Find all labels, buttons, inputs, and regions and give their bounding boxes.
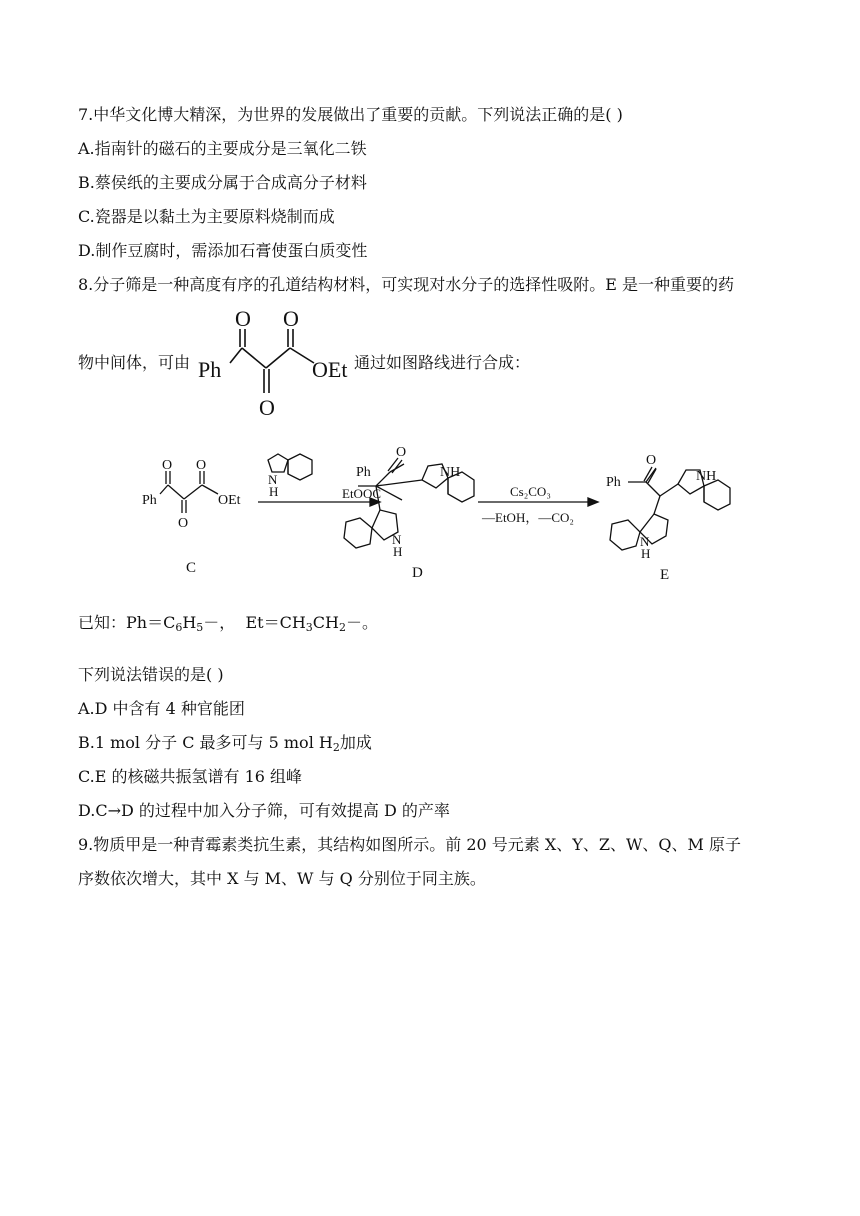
compound-c-label: C [186,560,197,576]
c-o-label-3: O [196,458,207,473]
d-o-label: O [396,445,407,460]
d-nh-label: NH [440,465,461,480]
q8-option-a: A.D 中含有 4 种官能团 [78,699,245,718]
e-nh-label: NH [696,469,717,484]
inline-o-label-2: O [259,395,275,420]
q7-option-a: A.指南针的磁石的主要成分是三氧化二铁 [78,139,367,158]
reagent-n-label: N [268,472,278,487]
inline-structure-diagram [196,305,356,420]
compound-e-label: E [660,567,670,583]
d-ph-label: Ph [356,465,371,480]
reagent-bottom-label: —EtOH，—CO₂ [482,510,574,525]
d-etooc-label: EtOOC [342,486,381,501]
e-ph-label: Ph [606,475,621,490]
q8-question: 下列说法错误的是( ) [78,665,224,684]
c-o-label-1: O [162,458,173,473]
c-o-label-2: O [178,516,189,531]
q8-stem-line2b: 通过如图路线进行合成： [354,353,531,372]
e-h-label: H [641,546,651,561]
c-ph-label: Ph [142,493,157,508]
q8-option-c: C.E 的核磁共振氢谱有 16 组峰 [78,767,303,786]
d-n-label: N [392,532,402,547]
inline-ph-label: Ph [198,357,222,382]
reagent-top-label: Cs₂CO₃ [510,484,551,499]
inline-oet-label: OEt [312,357,348,382]
q8-stem-line1: 8.分子筛是一种高度有序的孔道结构材料，可实现对水分子的选择性吸附。E 是一种重要的药 [78,275,735,294]
q8-option-b: B.1 mol 分子 C 最多可与 5 mol $H_2$加成 [78,733,372,754]
d-h-label: H [393,544,403,559]
c-oet-label: OEt [218,493,241,508]
q7-option-c: C.瓷器是以黏土为主要原料烧制而成 [78,207,335,226]
reaction-scheme-diagram [140,440,740,590]
q8-option-d: D.C→D 的过程中加入分子筛，可有效提高 D 的产率 [78,801,450,820]
inline-o-label-3: O [283,306,299,331]
e-o-label: O [646,453,657,468]
compound-d-label: D [412,565,423,581]
q7-option-d: D.制作豆腐时，需添加石膏使蛋白质变性 [78,241,368,260]
q7-option-b: B.蔡侯纸的主要成分属于合成高分子材料 [78,173,367,192]
q9-line1: 9.物质甲是一种青霉素类抗生素，其结构如图所示。前 20 号元素 X、Y、Z、W、Q、M 原子 [78,835,741,854]
reagent-h-label: H [269,484,279,499]
inline-o-label-1: O [235,306,251,331]
q9-line2: 序数依次增大，其中 X 与 M、W 与 Q 分别位于同主族。 [78,869,486,888]
q7-stem: 7.中华文化博大精深，为世界的发展做出了重要的贡献。下列说法正确的是( ) [78,105,623,124]
known-definitions: 已知：$Ph=C_6H_5-$， $Et=CH_3CH_2-$。 [78,613,379,634]
e-n-label: N [640,534,650,549]
q8-stem-line2a: 物中间体，可由 [78,353,191,372]
